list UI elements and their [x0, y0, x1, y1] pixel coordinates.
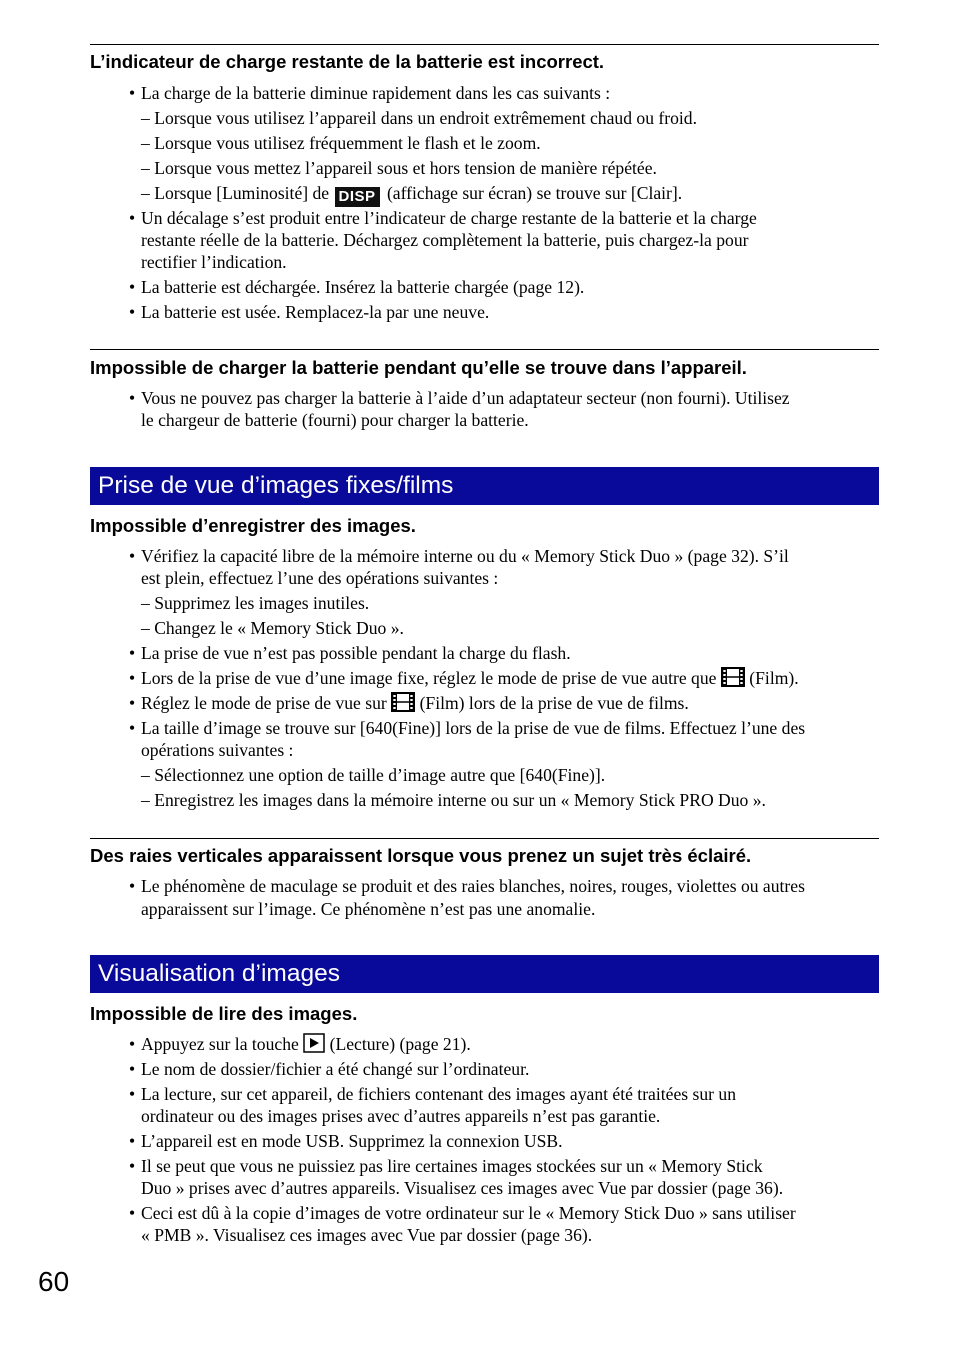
list-item: – Lorsque vous mettez l’appareil sous et hors tension de manière répétée.	[141, 158, 657, 178]
section-divider	[90, 838, 879, 839]
list-item-continuation: « PMB ». Visualisez ces images avec Vue par dossier (page 36).	[141, 1225, 593, 1245]
list-item: • Il se peut que vous ne puissiez pas lire certaines images stockées sur un « Memory Stick	[129, 1156, 763, 1176]
play-icon	[303, 1033, 325, 1058]
list-item: • Vérifiez la capacité libre de la mémoire interne ou du « Memory Stick Duo » (page 32). S’il	[129, 546, 789, 566]
list-item-continuation: Duo » prises avec d’autres appareils. Visualisez ces images avec Vue par dossier (page 36).	[141, 1178, 784, 1198]
list-item: – Lorsque vous utilisez l’appareil dans un endroit extrêmement chaud ou froid.	[141, 108, 697, 128]
list-item: • La batterie est déchargée. Insérez la batterie chargée (page 12).	[129, 277, 585, 297]
list-item-continuation: le chargeur de batterie (fourni) pour charger la batterie.	[141, 410, 529, 430]
list-item-continuation: opérations suivantes :	[141, 740, 294, 760]
chapter-band-title: Prise de vue d’images fixes/films	[90, 467, 879, 505]
section-divider	[90, 44, 879, 45]
list-item-continuation: est plein, effectuez l’une des opérations suivantes :	[141, 568, 499, 588]
list-item: • Ceci est dû à la copie d’images de votre ordinateur sur le « Memory Stick Duo » sans utiliser	[129, 1203, 796, 1223]
list-item: – Enregistrez les images dans la mémoire interne ou sur un « Memory Stick PRO Duo ».	[141, 790, 766, 810]
section-heading: Impossible d’enregistrer des images.	[90, 515, 416, 536]
list-item: • La batterie est usée. Remplacez-la par une neuve.	[129, 302, 490, 322]
list-item: – Supprimez les images inutiles.	[141, 593, 370, 613]
list-item: • La prise de vue n’est pas possible pendant la charge du flash.	[129, 643, 571, 663]
film-icon	[391, 692, 415, 717]
section-heading: Impossible de charger la batterie pendant qu’elle se trouve dans l’appareil.	[90, 357, 747, 378]
list-item: • Lors de la prise de vue d’une image fixe, réglez le mode de prise de vue autre que (Film).	[129, 667, 799, 692]
list-item-continuation: restante réelle de la batterie. Déchargez complètement la batterie, puis chargez-la pour	[141, 230, 749, 250]
list-item-continuation: apparaissent sur l’image. Ce phénomène n’est pas une anomalie.	[141, 899, 596, 919]
section-heading: Des raies verticales apparaissent lorsque vous prenez un sujet très éclairé.	[90, 845, 752, 866]
list-item-continuation: rectifier l’indication.	[141, 252, 287, 272]
chapter-band-title: Visualisation d’images	[90, 955, 879, 993]
list-item: • Appuyez sur la touche (Lecture) (page 21).	[129, 1033, 471, 1058]
list-item: – Changez le « Memory Stick Duo ».	[141, 618, 404, 638]
film-icon	[721, 667, 745, 692]
list-item: – Lorsque [Luminosité] de DISP (affichage sur écran) se trouve sur [Clair].	[141, 183, 683, 205]
section-divider	[90, 349, 879, 350]
list-item: • Un décalage s’est produit entre l’indicateur de charge restante de la batterie et la charge	[129, 208, 757, 228]
list-item: • Le nom de dossier/fichier a été changé sur l’ordinateur.	[129, 1059, 530, 1079]
section-heading: L’indicateur de charge restante de la batterie est incorrect.	[90, 51, 605, 72]
list-item: • L’appareil est en mode USB. Supprimez la connexion USB.	[129, 1131, 563, 1151]
list-item: – Sélectionnez une option de taille d’image autre que [640(Fine)].	[141, 765, 606, 785]
list-item: • La charge de la batterie diminue rapidement dans les cas suivants :	[129, 83, 611, 103]
list-item: – Lorsque vous utilisez fréquemment le flash et le zoom.	[141, 133, 541, 153]
list-item: • La lecture, sur cet appareil, de fichiers contenant des images ayant été traitées sur un	[129, 1084, 736, 1104]
list-item-continuation: ordinateur ou des images prises avec d’autres appareils n’est pas garantie.	[141, 1106, 661, 1126]
disp-icon: DISP	[335, 187, 380, 207]
list-item: • La taille d’image se trouve sur [640(Fine)] lors de la prise de vue de films. Effectuez l’une des	[129, 718, 806, 738]
section-heading: Impossible de lire des images.	[90, 1003, 358, 1024]
list-item: • Vous ne pouvez pas charger la batterie à l’aide d’un adaptateur secteur (non fourni). Utilisez	[129, 388, 790, 408]
list-item: • Réglez le mode de prise de vue sur (Film) lors de la prise de vue de films.	[129, 692, 689, 717]
list-item: • Le phénomène de maculage se produit et des raies blanches, noires, rouges, violettes ou autres	[129, 876, 805, 896]
page-number: 60	[38, 1266, 70, 1297]
